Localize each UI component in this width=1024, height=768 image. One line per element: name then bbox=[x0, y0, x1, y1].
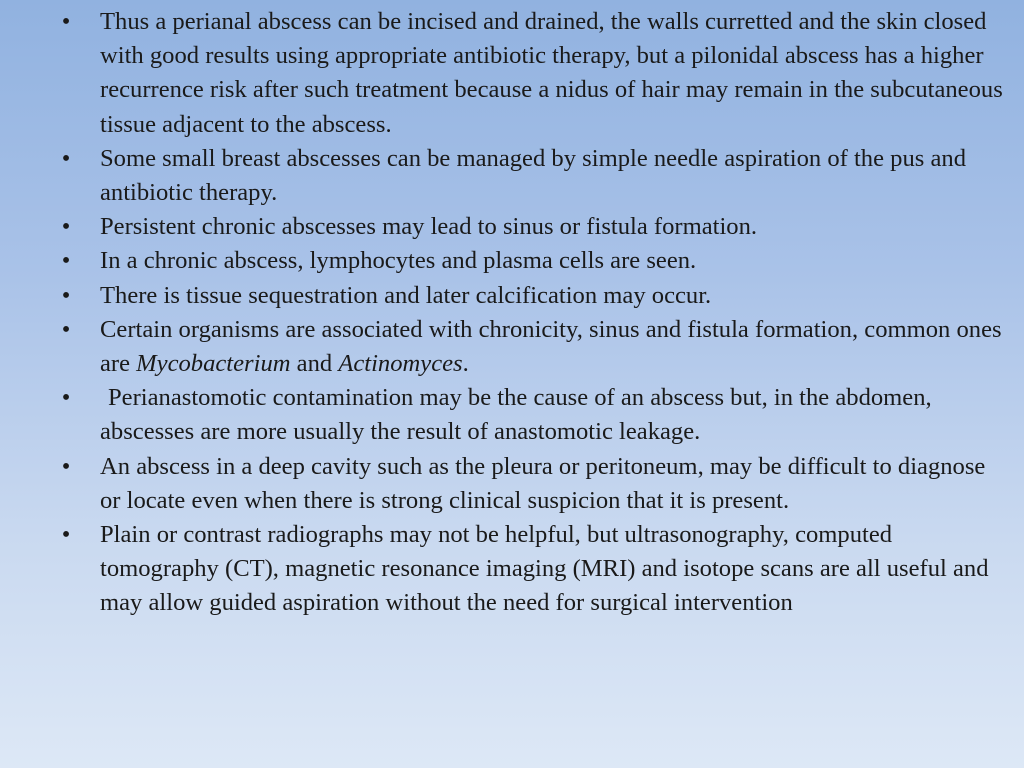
bullet-item bbox=[0, 518, 1024, 621]
bullet-icon: • bbox=[61, 144, 71, 172]
bullet-icon: • bbox=[61, 384, 71, 412]
bullet-item bbox=[0, 381, 1024, 449]
bullet-icon: • bbox=[61, 8, 71, 35]
bullet-item bbox=[0, 210, 1024, 244]
bullet-text: Perianastomotic contamination may be the cause of an abscess but, in the abdomen, abscesses are more usually the result of anastomotic leakage. bbox=[100, 384, 932, 446]
bullet-text: Some small breast abscesses can be managed by simple needle aspiration of the pus and antibiotic therapy. bbox=[100, 144, 966, 207]
bullet-icon: • bbox=[61, 521, 71, 549]
bullet-icon: • bbox=[61, 247, 71, 275]
bullet-text-part: and bbox=[290, 350, 339, 378]
bullet-text: Persistent chronic abscesses may lead to sinus or fistula formation. bbox=[100, 213, 758, 241]
bullet-text-part: Certain organisms are associated with chronicity, sinus and fistula formation, common ones are bbox=[100, 315, 1002, 378]
bullet-text: An abscess in a deep cavity such as the pleura or peritoneum, may be difficult to diagnose or locate even when there is strong clinical suspicion that it is present. bbox=[100, 452, 986, 514]
bullet-text: There is tissue sequestration and later calcification may occur. bbox=[100, 281, 712, 309]
bullet-list bbox=[0, 5, 1024, 621]
bullet-item bbox=[0, 279, 1024, 313]
bullet-item bbox=[0, 450, 1024, 518]
bullet-icon: • bbox=[61, 281, 71, 309]
bullet-text-part: . bbox=[462, 350, 469, 378]
bullet-text bbox=[100, 316, 1002, 377]
bullet-icon: • bbox=[61, 213, 71, 241]
bullet-item bbox=[0, 313, 1024, 381]
organism-name-mycobacterium: Mycobacterium bbox=[136, 350, 291, 378]
bullet-text: Thus a perianal abscess can be incised and drained, the walls curretted and the skin closed with good results using appropriate antibiotic therapy, but a pilonidal abscess has a higher recurrence risk after such treatment because a nidus of hair may remain in the subcutaneous tissue adjacent to the abscess. bbox=[100, 8, 1003, 138]
bullet-text: In a chronic abscess, lymphocytes and plasma cells are seen. bbox=[100, 247, 697, 275]
bullet-text: Plain or contrast radiographs may not be helpful, but ultrasonography, computed tomography (CT), magnetic resonance imaging (MRI) and isotope scans are all useful and may allow guided aspiration without the need for surgical intervention bbox=[100, 521, 989, 617]
bullet-item bbox=[0, 5, 1024, 142]
bullet-icon: • bbox=[61, 452, 71, 480]
bullet-item bbox=[0, 244, 1024, 278]
bullet-item bbox=[0, 142, 1024, 210]
organism-name-actinomyces: Actinomyces bbox=[338, 350, 463, 378]
bullet-icon: • bbox=[61, 315, 71, 343]
